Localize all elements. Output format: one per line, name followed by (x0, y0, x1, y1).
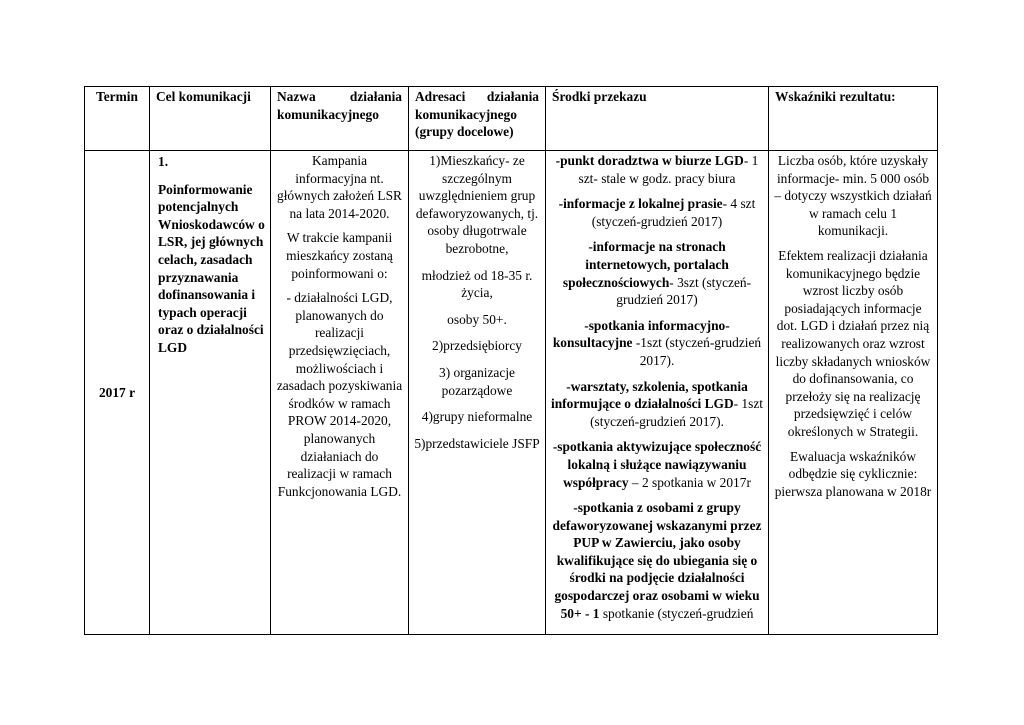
recipient-item: osoby 50+. (447, 311, 507, 327)
table-row (85, 151, 938, 635)
media-item-bold: -spotkania z osobami z grupy defaworyzowanej wskazanymi przez PUP w Zawierciu, jako osoby kwalifikujące się do ubiegania się o środki na podjęcie działalności gospodarczej oraz osobami w wieku 50+ - 1 (552, 500, 762, 621)
action-paragraph: W trakcie kampanii mieszkańcy zostaną poinformowani o: (286, 230, 393, 281)
table-header-row (85, 87, 938, 151)
recipient-item: młodzież od 18-35 r. życia, (421, 267, 533, 301)
communication-plan-table (84, 86, 938, 635)
header-adresaci-line1: Adresaci działania (415, 89, 539, 104)
recipient-item: 5)przedstawiciele JSFP (414, 435, 540, 451)
media-item-detail: -1szt (styczeń-grudzień 2017). (632, 335, 762, 368)
media-item (551, 499, 763, 622)
media-item (551, 238, 763, 308)
media-item-detail: - 1szt (styczeń-grudzień 2017). (590, 396, 764, 429)
cell-nazwa-dzialania (271, 151, 409, 635)
media-item-bold: -spotkania informacyjno-konsultacyjne (552, 317, 730, 351)
cell-srodki-przekazu (546, 151, 769, 635)
header-srodki-przekazu: Środki przekazu (546, 87, 769, 151)
header-wskazniki: Wskaźniki rezultatu: (769, 87, 938, 151)
cell-adresaci (409, 151, 546, 635)
action-paragraph: Kampania informacyjna nt. głównych założeń LSR na lata 2014-2020. (277, 153, 402, 221)
recipient-item: 2)przedsiębiorcy (432, 338, 522, 354)
header-nazwa-line2: komunikacyjnego (277, 106, 379, 122)
media-item (551, 378, 763, 431)
goal-number: 1. (158, 154, 169, 169)
action-paragraph: - działalności LGD, planowanych do realizacji przedsięwzięciach, możliwościach i zasadach pozyskiwania środków w ramach PROW 2014-2020, planowanych działaniach do realizacji w ramach Funkcjonowania LGD. (276, 290, 403, 499)
cell-wskazniki (769, 151, 938, 635)
media-item (551, 317, 763, 370)
indicator-paragraph: Efektem realizacji działania komunikacyjnego będzie wzrost liczby osób posiadających informacje dot. LGD i działań przez nią realizowanych oraz wzrost liczby składanych wniosków do dofinansowania, co przełoży się na realizację przedsięwzięć i celów określonych w Strategii. (775, 247, 931, 439)
media-item-detail: spotkanie (styczeń-grudzień (599, 605, 754, 621)
indicator-paragraph: Liczba osób, które uzyskały informacje- min. 5 000 osób – dotyczy wszystkich działań w ramach celu 1 komunikacji. (774, 153, 932, 239)
media-item-detail: - 1 szt- stale w godz. pracy biura (578, 153, 759, 186)
media-item-bold: -informacje z lokalnej prasie (558, 196, 723, 212)
recipient-item: 3) organizacje pozarządowe (439, 364, 515, 398)
media-item-bold: -warsztaty, szkolenia, spotkania informujące o działalności LGD (551, 378, 748, 412)
header-adresaci (409, 87, 546, 151)
media-item-detail: - 4 szt (styczeń-grudzień 2017) (591, 196, 756, 229)
media-item-detail: – 2 spotkania w 2017r (628, 474, 751, 490)
goal-text: Poinformowanie potencjalnych Wnioskodawców o LSR, jej głównych celach, zasadach przyznawania dofinansowania i typach operacji oraz o działalności LGD (158, 181, 265, 355)
header-termin: Termin (85, 87, 150, 151)
cell-cel-komunikacji (150, 151, 271, 635)
media-item (551, 438, 763, 491)
recipient-item: 4)grupy nieformalne (421, 409, 533, 425)
header-nazwa-dzialania (271, 87, 409, 151)
media-item-bold: -informacje na stronach internetowych, portalach społecznościowych (562, 239, 729, 290)
header-nazwa-line1: Nazwa działania (277, 89, 402, 104)
media-item-detail: - 3szt (styczeń-grudzień 2017) (616, 274, 752, 308)
indicator-paragraph: Ewaluacja wskaźników odbędzie się cyklicznie: pierwsza planowana w 2018r (774, 448, 932, 499)
media-item (551, 152, 763, 187)
media-item-bold: -punkt doradztwa w biurze LGD (555, 153, 744, 168)
media-item (551, 195, 763, 230)
header-adresaci-line2: komunikacyjnego (415, 106, 517, 122)
media-item-bold: -spotkania aktywizujące społeczność lokalną i służące nawiązywaniu współpracy (552, 439, 762, 490)
header-adresaci-line3: (grupy docelowe) (415, 124, 514, 140)
recipient-item: 1)Mieszkańcy- ze szczególnym uwzględnieniem grup defaworyzowanych, tj. osoby długotrwale bezrobotne, (415, 153, 539, 256)
cell-termin: 2017 r (85, 151, 150, 635)
header-cel-komunikacji: Cel komunikacji (150, 87, 271, 151)
